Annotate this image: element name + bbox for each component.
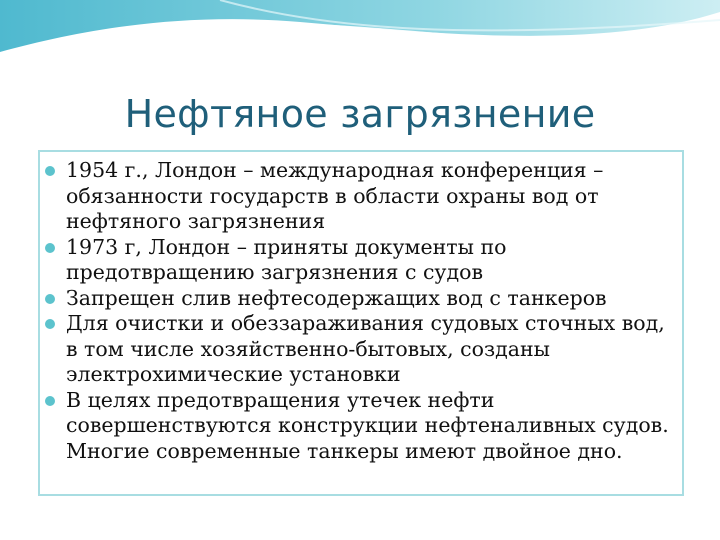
bullet-text: Для очистки и обеззараживания судовых сточных вод, в том числе хозяйственно-бытовых, созданы электрохимические установки (66, 311, 665, 386)
bullet-item (66, 286, 674, 312)
bullet-item (66, 311, 674, 388)
bullet-dot-icon (45, 319, 55, 329)
bullet-item (66, 158, 674, 235)
bullet-text: 1954 г., Лондон – международная конференция – обязанности государств в области охраны вод от нефтяного загрязнения (66, 158, 604, 233)
bullet-dot-icon (45, 243, 55, 253)
bullet-text: В целях предотвращения утечек нефти совершенствуются конструкции нефтеналивных судов. Многие современные танкеры имеют двойное дно. (66, 387, 669, 463)
bullet-list (40, 152, 682, 464)
header-wave-decoration (0, 0, 720, 70)
bullet-dot-icon (45, 166, 55, 176)
slide-title: Нефтяное загрязнение (124, 92, 596, 136)
bullet-text: Запрещен слив нефтесодержащих вод с танкеров (66, 285, 607, 310)
content-box (38, 150, 684, 496)
bullet-item (66, 235, 674, 286)
bullet-text: 1973 г, Лондон – приняты документы по предотвращению загрязнения с судов (66, 234, 507, 284)
bullet-dot-icon (45, 294, 55, 304)
bullet-item (66, 388, 674, 465)
bullet-dot-icon (45, 396, 55, 406)
